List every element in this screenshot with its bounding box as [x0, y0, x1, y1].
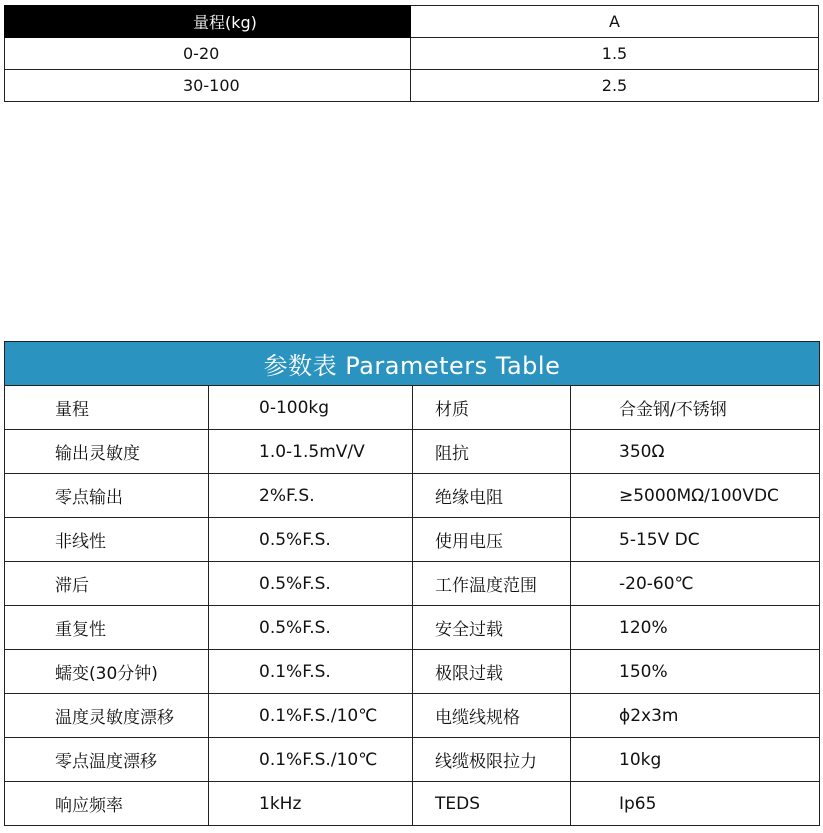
table-row: [5, 562, 820, 606]
range-table-header: [5, 6, 819, 38]
param-value-cell: 0-100kg: [209, 386, 413, 430]
param-name-cell: 蠕变(30分钟): [5, 650, 209, 694]
table-row: [5, 738, 820, 782]
table-row: [5, 474, 820, 518]
range-cell: 30-100: [5, 70, 411, 102]
table-row: [5, 38, 819, 70]
param-value-cell: 0.1%F.S./10℃: [209, 694, 413, 738]
range-table: [4, 5, 819, 102]
table-row: [5, 694, 820, 738]
param-value-cell: 120%: [571, 606, 820, 650]
param-name-cell: 极限过载: [413, 650, 571, 694]
param-value-cell: 2%F.S.: [209, 474, 413, 518]
param-name-cell: 材质: [413, 386, 571, 430]
table-row: [5, 518, 820, 562]
table-row: [5, 430, 820, 474]
param-name-cell: 使用电压: [413, 518, 571, 562]
param-value-cell: 0.5%F.S.: [209, 518, 413, 562]
table-row: [5, 386, 820, 430]
param-name-cell: 非线性: [5, 518, 209, 562]
param-value-cell: 0.1%F.S./10℃: [209, 738, 413, 782]
parameters-table: [4, 341, 820, 826]
param-value-cell: 5-15V DC: [571, 518, 820, 562]
table-row: [5, 782, 820, 826]
param-value-cell: 0.5%F.S.: [209, 606, 413, 650]
param-value-cell: 1.0-1.5mV/V: [209, 430, 413, 474]
param-value-cell: 1kHz: [209, 782, 413, 826]
param-name-cell: 阻抗: [413, 430, 571, 474]
param-name-cell: 安全过载: [413, 606, 571, 650]
param-value-cell: 10kg: [571, 738, 820, 782]
param-value-cell: -20-60℃: [571, 562, 820, 606]
table-row: [5, 70, 819, 102]
table-row: [5, 650, 820, 694]
param-name-cell: 工作温度范围: [413, 562, 571, 606]
parameters-body: [5, 386, 820, 826]
param-name-cell: TEDS: [413, 782, 571, 826]
param-name-cell: 滞后: [5, 562, 209, 606]
a-header-label: A: [411, 6, 819, 38]
param-name-cell: 绝缘电阻: [413, 474, 571, 518]
parameters-title-row: [5, 342, 820, 386]
param-name-cell: 响应频率: [5, 782, 209, 826]
param-value-cell: Ip65: [571, 782, 820, 826]
table-row: [5, 606, 820, 650]
param-name-cell: 电缆线规格: [413, 694, 571, 738]
a-value-cell: 2.5: [411, 70, 819, 102]
range-cell: 0-20: [5, 38, 411, 70]
param-value-cell: ϕ2x3m: [571, 694, 820, 738]
param-value-cell: 350Ω: [571, 430, 820, 474]
range-header-label: 量程(kg): [5, 6, 411, 38]
param-value-cell: 150%: [571, 650, 820, 694]
param-name-cell: 重复性: [5, 606, 209, 650]
param-name-cell: 线缆极限拉力: [413, 738, 571, 782]
param-name-cell: 温度灵敏度漂移: [5, 694, 209, 738]
a-value-cell: 1.5: [411, 38, 819, 70]
param-value-cell: 0.5%F.S.: [209, 562, 413, 606]
param-name-cell: 量程: [5, 386, 209, 430]
param-name-cell: 输出灵敏度: [5, 430, 209, 474]
param-value-cell: 合金钢/不锈钢: [571, 386, 820, 430]
param-name-cell: 零点温度漂移: [5, 738, 209, 782]
param-value-cell: 0.1%F.S.: [209, 650, 413, 694]
param-value-cell: ≥5000MΩ/100VDC: [571, 474, 820, 518]
param-name-cell: 零点输出: [5, 474, 209, 518]
parameters-table-title: 参数表 Parameters Table: [5, 342, 820, 386]
